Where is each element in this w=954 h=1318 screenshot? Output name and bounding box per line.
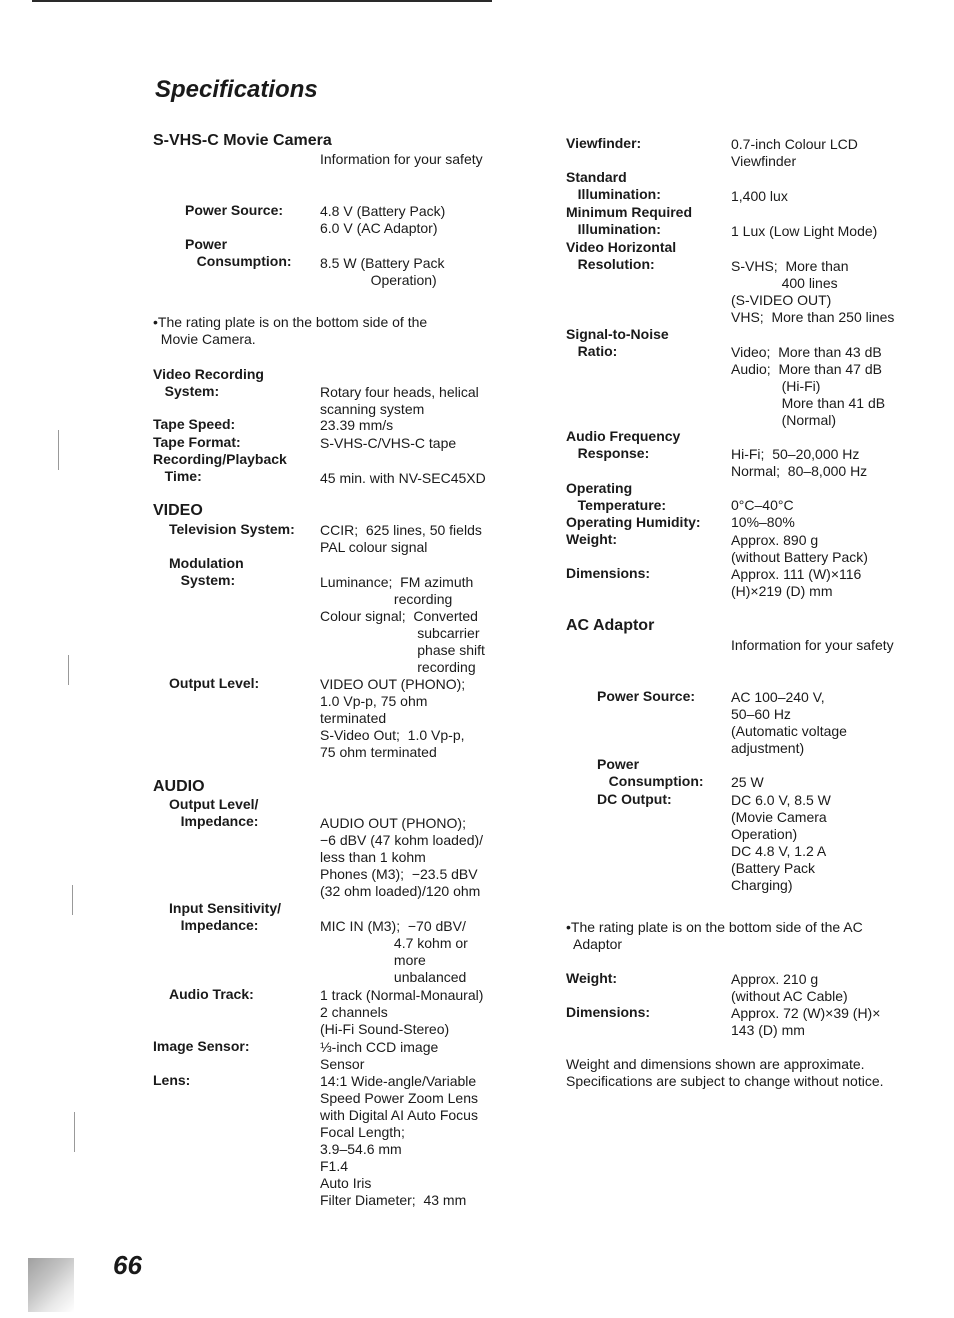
scan-mark [68,655,69,685]
frequency-response-label: Audio Frequency Response: [566,428,681,461]
dc-output-label: DC Output: [597,791,672,807]
ac-power-consumption-label: Power Consumption: [597,756,704,789]
power-source-label: Power Source: [185,202,284,218]
operating-humidity-label: Operating Humidity: [566,514,701,530]
page-title: Specifications [155,76,318,103]
standard-illumination-value: 1,400 lux [731,188,788,204]
viewfinder-value: 0.7-inch Colour LCD Viewfinder [731,136,858,169]
page-number: 66 [113,1250,142,1280]
camera-heading: S-VHS-C Movie Camera [153,132,332,149]
audio-track-value: 1 track (Normal-Monaural) 2 channels (Hi-Fi Sound-Stereo) [320,987,484,1037]
scan-mark [72,885,73,915]
ac-power-source-value: AC 100–240 V, 50–60 Hz (Automatic voltage adjustment) [731,689,847,756]
rec-time-value: 45 min. with NV-SEC45XD [320,470,486,486]
output-level-value: VIDEO OUT (PHONO); 1.0 Vp-p, 75 ohm terminated S-Video Out; 1.0 Vp-p, 75 ohm terminated [320,676,466,760]
video-recording-value: Rotary four heads, helical scanning system [320,384,479,417]
lens-label: Lens: [153,1072,191,1088]
snr-value: Video; More than 43 dB Audio; More than 47 dB (Hi-Fi) More than 41 dB (Normal) [731,344,886,428]
scan-smudge [28,1258,74,1312]
ac-dimensions-label: Dimensions: [566,1004,651,1020]
dimensions-value: Approx. 111 (W)×116 (H)×219 (D) mm [731,566,862,599]
tv-system-label: Television System: [169,521,295,537]
power-source-value: 4.8 V (Battery Pack) 6.0 V (AC Adaptor) [320,203,446,236]
tape-speed-value: 23.39 mm/s [320,417,394,433]
video-recording-label: Video Recording System: [153,366,264,399]
scan-mark [74,1112,75,1152]
output-level-label: Output Level: [169,675,260,691]
input-sensitivity-label: Input Sensitivity/ Impedance: [169,900,282,933]
rating-note: •The rating plate is on the bottom side of the Movie Camera. [153,314,428,347]
ac-adaptor-heading: AC Adaptor [566,617,655,634]
footer-note: Weight and dimensions shown are approximate. Specifications are subject to change without notice. [566,1056,884,1089]
operating-temperature-value: 0°C–40°C [731,497,794,513]
top-rule [32,0,492,2]
ac-dimensions-value: Approx. 72 (W)×39 (H)× 143 (D) mm [731,1005,881,1038]
ac-weight-label: Weight: [566,970,618,986]
power-consumption-value: 8.5 W (Battery Pack Operation) [320,255,445,288]
dimensions-label: Dimensions: [566,565,651,581]
modulation-value: Luminance; FM azimuth recording Colour signal; Converted subcarrier phase shift recording [320,574,485,675]
ac-weight-value: Approx. 210 g (without AC Cable) [731,971,848,1004]
ac-rating-note: •The rating plate is on the bottom side of the AC Adaptor [566,919,863,952]
image-sensor-label: Image Sensor: [153,1038,250,1054]
weight-value: Approx. 890 g (without Battery Pack) [731,532,868,565]
audio-output-value: AUDIO OUT (PHONO); −6 dBV (47 kohm loaded)/ less than 1 kohm Phones (M3); −23.5 dBV (32 ohm loaded)/120 ohm [320,815,484,899]
audio-output-label: Output Level/ Impedance: [169,796,259,829]
resolution-value: S-VHS; More than 400 lines (S-VIDEO OUT) VHS; More than 250 lines [731,258,895,325]
scan-mark [58,430,59,470]
modulation-label: Modulation System: [169,555,244,588]
frequency-response-value: Hi-Fi; 50–20,000 Hz Normal; 80–8,000 Hz [731,446,868,479]
rec-time-label: Recording/Playback Time: [153,451,287,484]
dc-output-value: DC 6.0 V, 8.5 W (Movie Camera Operation) DC 4.8 V, 1.2 A (Battery Pack Charging) [731,792,831,893]
audio-heading: AUDIO [153,778,205,795]
power-consumption-label: Power Consumption: [185,236,292,269]
tape-format-label: Tape Format: [153,434,241,450]
image-sensor-value: ⅓-inch CCD image Sensor [320,1039,439,1072]
min-illumination-value: 1 Lux (Low Light Mode) [731,223,878,239]
snr-label: Signal-to-Noise Ratio: [566,326,669,359]
min-illumination-label: Minimum Required Illumination: [566,204,693,237]
viewfinder-label: Viewfinder: [566,135,642,151]
tape-format-value: S-VHS-C/VHS-C tape [320,435,457,451]
tv-system-value: CCIR; 625 lines, 50 fields PAL colour signal [320,522,482,555]
tape-speed-label: Tape Speed: [153,416,236,432]
input-sensitivity-value: MIC IN (M3); −70 dBV/ 4.7 kohm or more unbalanced [320,918,468,985]
operating-humidity-value: 10%–80% [731,514,795,530]
ac-power-consumption-value: 25 W [731,774,764,790]
safety-note: Information for your safety [320,151,483,167]
video-heading: VIDEO [153,502,203,519]
operating-temperature-label: Operating Temperature: [566,480,667,513]
lens-value: 14:1 Wide-angle/Variable Speed Power Zoom Lens with Digital AI Auto Focus Focal Length; 3.9–54.6 mm F1.4 Auto Iris Filter Diameter; 43 mm [320,1073,478,1208]
audio-track-label: Audio Track: [169,986,254,1002]
resolution-label: Video Horizontal Resolution: [566,239,677,272]
standard-illumination-label: Standard Illumination: [566,169,661,202]
ac-safety-note: Information for your safety [731,637,894,653]
ac-power-source-label: Power Source: [597,688,696,704]
weight-label: Weight: [566,531,618,547]
